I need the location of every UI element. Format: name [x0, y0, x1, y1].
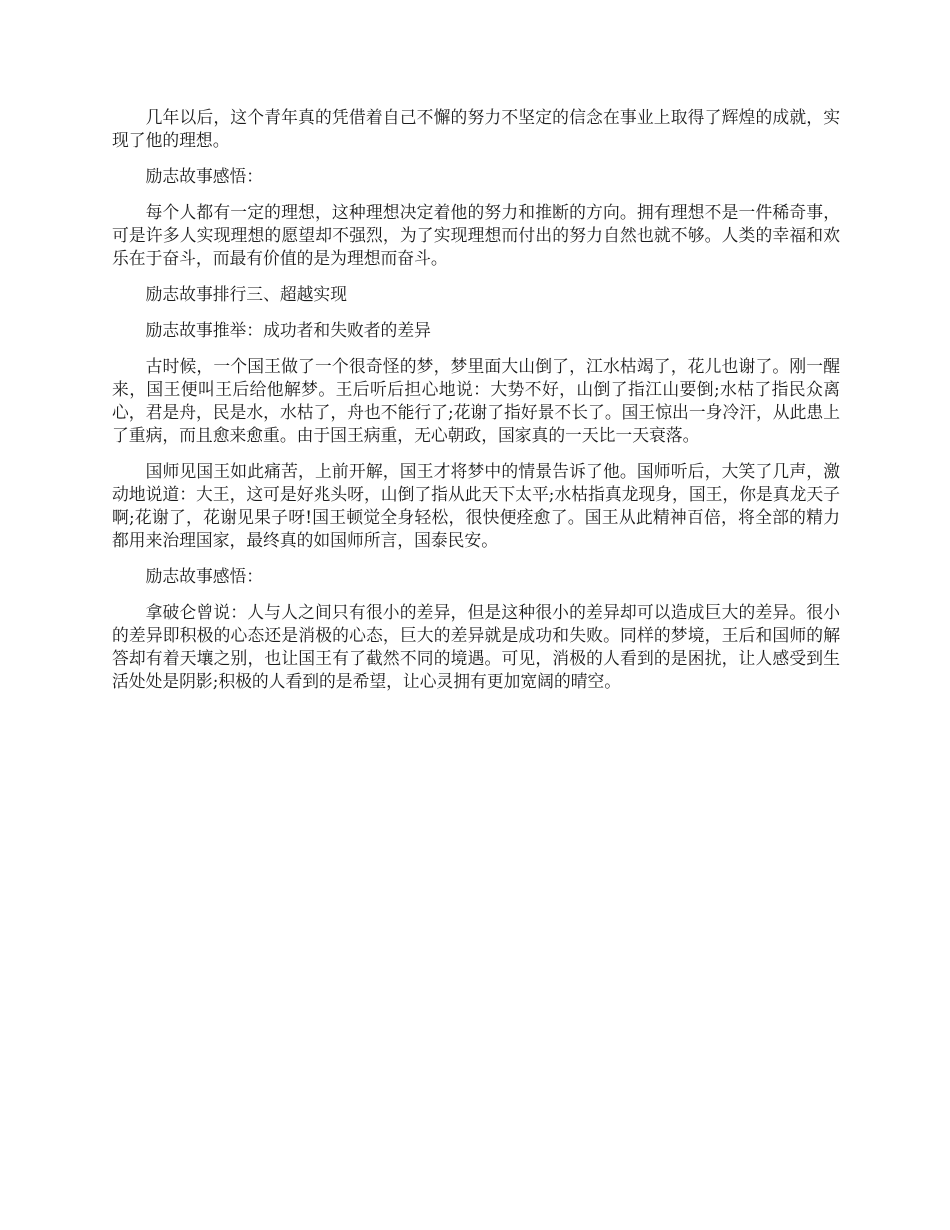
section-heading-story-3: 励志故事排行三、超越实现	[145, 284, 347, 304]
section-heading-insight-2: 励志故事感悟：	[145, 566, 264, 586]
document-page	[112, 106, 840, 706]
paragraph-1: 几年以后，这个青年真的凭借着自己不懈的努力不坚定的信念在事业上取得了辉煌的成就，实现了他的理想。	[112, 107, 840, 150]
paragraph-7: 国师见国王如此痛苦，上前开解，国王才将梦中的情景告诉了他。国师听后，大笑了几声，激动地说道：大王，这可是好兆头呀，山倒了指从此天下太平;水枯指真龙现身，国王，你是真龙天子啊;花谢了，花谢见果子呀!国王顿觉全身轻松，很快便痊愈了。国王从此精神百倍，将全部的精力都用来治理国家，最终真的如国师所言，国泰民安。	[112, 461, 840, 550]
section-heading-recommendation: 励志故事推举：成功者和失败者的差异	[145, 320, 431, 340]
section-heading-insight-1: 励志故事感悟：	[145, 166, 264, 186]
paragraph-9: 拿破仑曾说：人与人之间只有很小的差异，但是这种很小的差异却可以造成巨大的差异。很小的差异即积极的心态还是消极的心态，巨大的差异就是成功和失败。同样的梦境，王后和国师的解答却有着天壤之别，也让国王有了截然不同的境遇。可见，消极的人看到的是困扰，让人感受到生活处处是阴影;积极的人看到的是希望，让心灵拥有更加宽阔的晴空。	[112, 602, 840, 691]
paragraph-6: 古时候，一个国王做了一个很奇怪的梦，梦里面大山倒了，江水枯竭了，花儿也谢了。刚一醒来，国王便叫王后给他解梦。王后听后担心地说：大势不好，山倒了指江山要倒;水枯了指民众离心，君是舟，民是水，水枯了，舟也不能行了;花谢了指好景不长了。国王惊出一身冷汗，从此患上了重病，而且愈来愈重。由于国王病重，无心朝政，国家真的一天比一天衰落。	[112, 356, 840, 445]
paragraph-3: 每个人都有一定的理想，这种理想决定着他的努力和推断的方向。拥有理想不是一件稀奇事，可是许多人实现理想的愿望却不强烈，为了实现理想而付出的努力自然也就不够。人类的幸福和欢乐在于奋斗，而最有价值的是为理想而奋斗。	[112, 202, 840, 268]
